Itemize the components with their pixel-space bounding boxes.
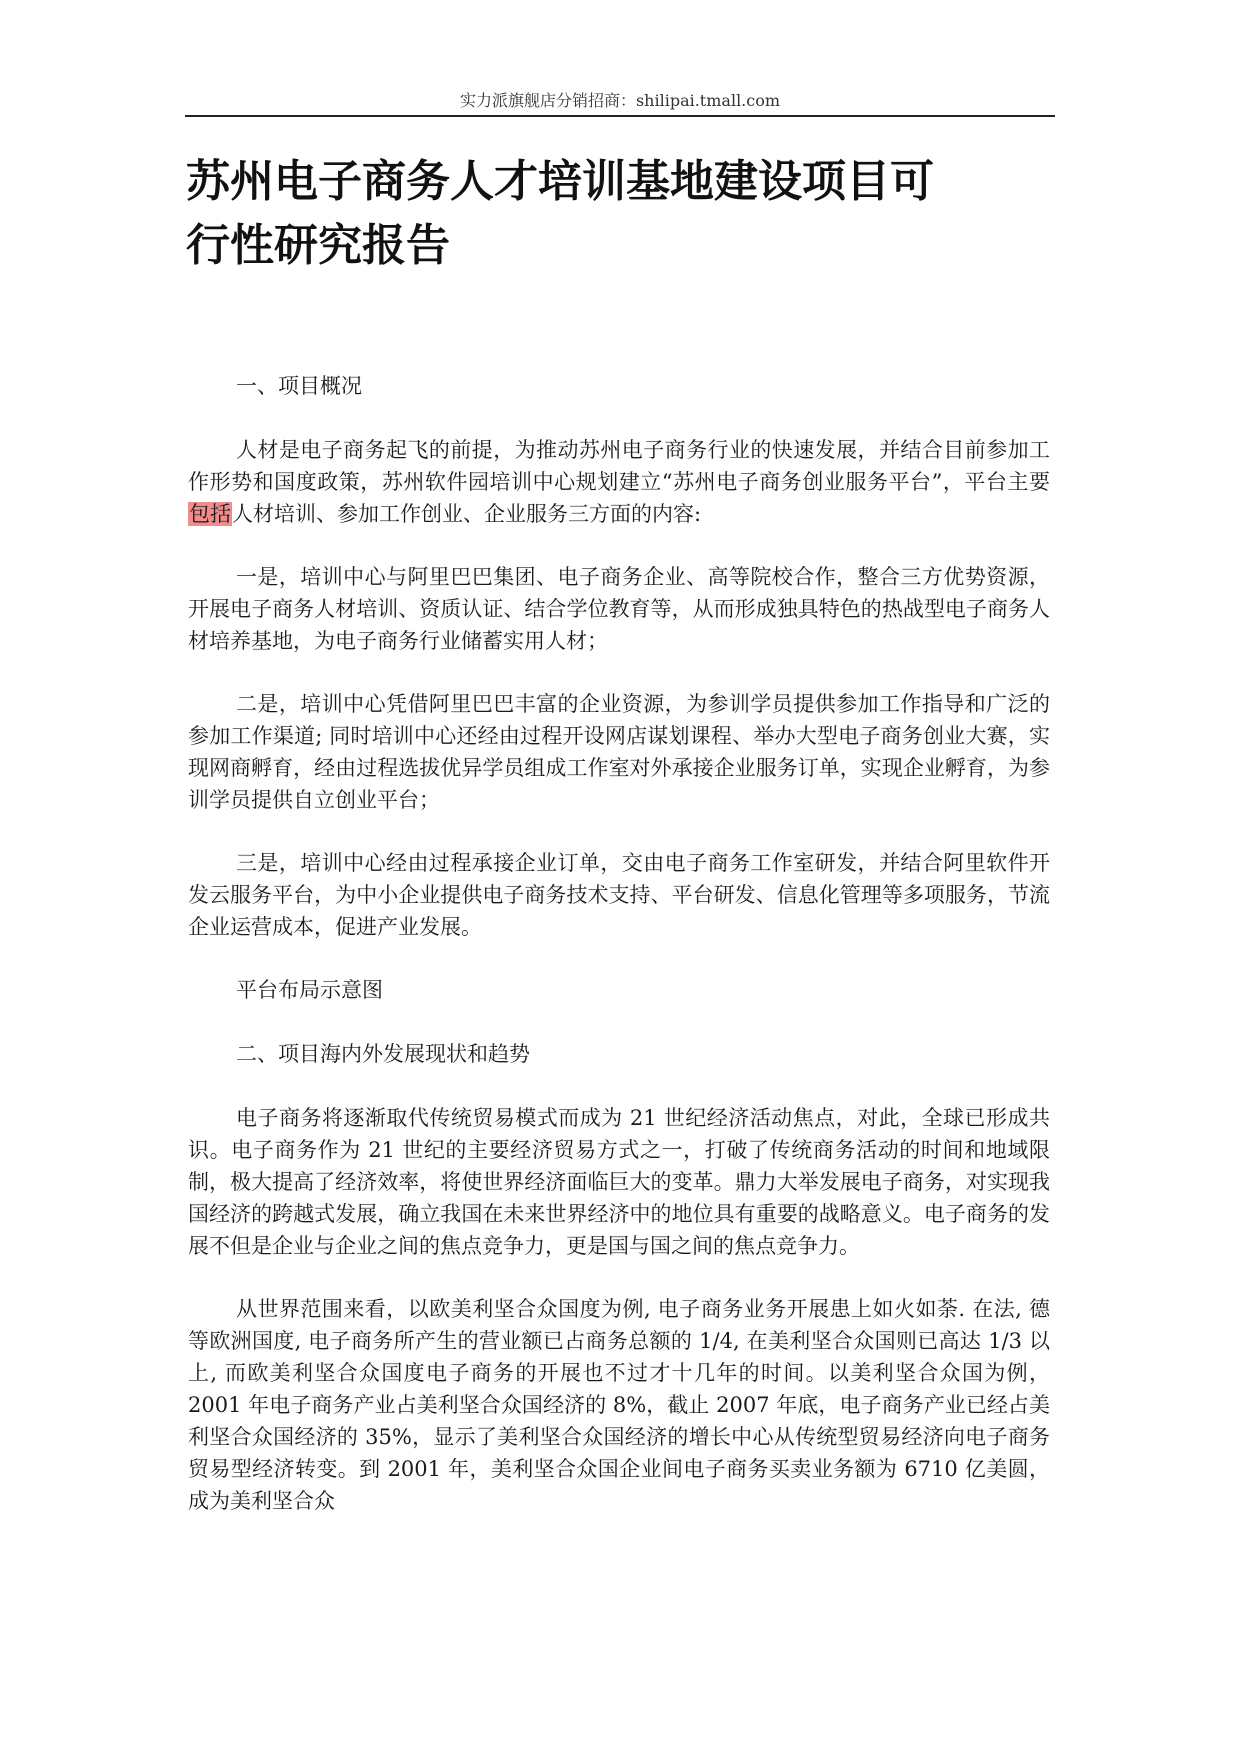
- paragraph-intro-text-b: 人材培训、参加工作创业、企业服务三方面的内容:: [232, 502, 702, 526]
- document-title: [186, 150, 1066, 278]
- document-title-line-2: 行性研究报告: [186, 220, 450, 271]
- paragraph-ecommerce-trend: 电子商务将逐渐取代传统贸易模式而成为 21 世纪经济活动焦点，对此，全球已形成共识。电子商务作为 21 世纪的主要经济贸易方式之一，打破了传统商务活动的时间和地域限制，极大提高了经济效率，将使世界经济面临巨大的变革。鼎力大举发展电子商务，对实现我国经济的跨越式发展，确立我国在未来世界经济中的地位具有重要的战略意义。电子商务的发展不但是企业与企业之间的焦点竞争力，更是国与国之间的焦点竞争力。: [188, 1106, 1050, 1258]
- paragraph-world-scope: 从世界范围来看，以欧美利坚合众国度为例, 电子商务业务开展患上如火如荼. 在法, 德等欧洲国度, 电子商务所产生的营业额已占商务总额的 1/4, 在美利坚合众国则已高达 1/3 以上, 而欧美利坚合众国度电子商务的开展也不过才十几年的时间。以美利坚合众国为例，2001 年电子商务产业占美利坚合众国经济的 8%，截止 2007 年底，电子商务产业已经占美利坚合众国经济的 35%，显示了美利坚合众国经济的增长中心从传统型贸易经济向电子商务贸易型经济转变。到 2001 年，美利坚合众国企业间电子商务买卖业务额为 6710 亿美圆，成为美利坚合众: [188, 1297, 1050, 1513]
- section-heading-overview: 一、项目概况: [236, 374, 362, 398]
- highlighted-word: 包括: [189, 502, 231, 526]
- paragraph-point-one: 一是，培训中心与阿里巴巴集团、电子商务企业、高等院校合作，整合三方优势资源，开展电子商务人材培训、资质认证、结合学位教育等，从而形成独具特色的热战型电子商务人材培养基地，为电子商务行业储蓄实用人材；: [188, 565, 1050, 653]
- paragraph-point-three: 三是，培训中心经由过程承接企业订单，交由电子商务工作室研发，并结合阿里软件开发云服务平台，为中小企业提供电子商务技术支持、平台研发、信息化管理等多项服务，节流企业运营成本，促进产业发展。: [188, 851, 1050, 939]
- section-heading-status: 二、项目海内外发展现状和趋势: [236, 1042, 530, 1066]
- diagram-caption: 平台布局示意图: [236, 978, 383, 1002]
- document-title-line-1: 苏州电子商务人才培训基地建设项目可: [186, 156, 934, 207]
- document-body: [188, 370, 1050, 1548]
- paragraph-intro-text-a: 人材是电子商务起飞的前提，为推动苏州电子商务行业的快速发展，并结合目前参加工作形势和国度政策，苏州软件园培训中心规划建立“苏州电子商务创业服务平台”，平台主要: [188, 438, 1050, 494]
- page-header: 实力派旗舰店分销招商：shilipai.tmall.com: [459, 91, 781, 110]
- paragraph-point-two: 二是，培训中心凭借阿里巴巴丰富的企业资源，为参训学员提供参加工作指导和广泛的参加工作渠道; 同时培训中心还经由过程开设网店谋划课程、举办大型电子商务创业大赛，实现网商孵育，经由过程选拔优异学员组成工作室对外承接企业服务订单，实现企业孵育，为参训学员提供自立创业平台；: [188, 692, 1050, 812]
- paragraph-intro: [188, 434, 1050, 530]
- header-divider: [185, 115, 1055, 117]
